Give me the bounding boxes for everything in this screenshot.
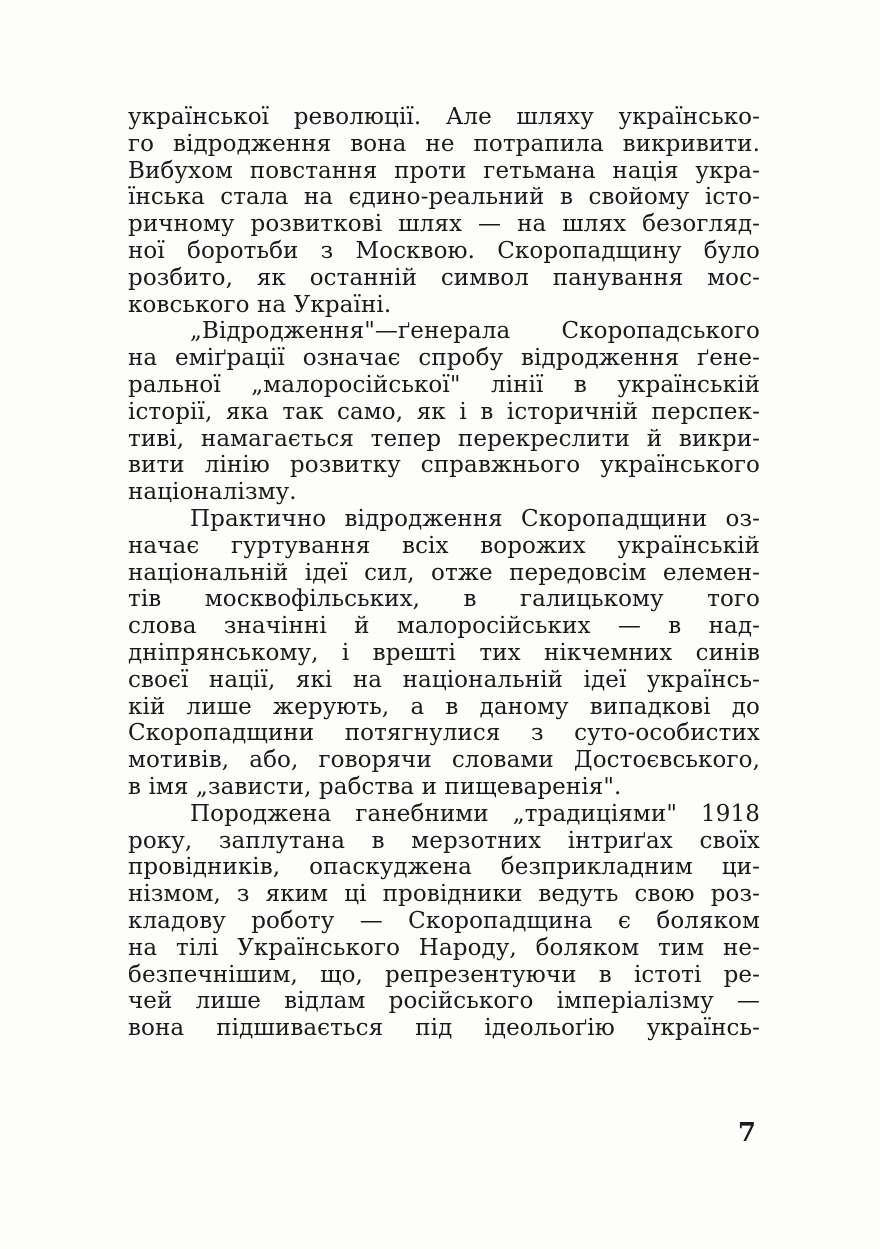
text-line: історії, яка так само, як і в історичній перспек- (128, 398, 760, 425)
paragraph-3 (128, 506, 760, 801)
text-line: го відродження вона не потрапила викривити. (128, 130, 760, 157)
text-line: Породжена ганебними „традиціями" 1918 (190, 800, 760, 827)
paragraph-4 (128, 801, 760, 1042)
text-line: націоналізму. (128, 479, 297, 506)
text-line: безпечнішим, що, репрезентуючи в істоті ре- (128, 961, 760, 988)
body-text (128, 104, 760, 1042)
text-line: ної боротьби з Москвою. Скоропадщину було (128, 237, 760, 264)
text-line: ральної „малоросійської" лінії в українській (128, 371, 760, 398)
text-line: кладову роботу — Скоропадщина є боляком (128, 907, 760, 934)
text-line: „Відродження"—ґенерала Скоропадського (190, 318, 760, 345)
text-line: кій лише жерують, а в даному випадкові до (128, 693, 760, 720)
text-line: дніпрянському, і врешті тих нікчемних синів (128, 639, 760, 666)
text-line: їнська стала на єдино-реальний в свойому істо- (128, 184, 760, 211)
text-line: вити лінію розвитку справжнього українського (128, 452, 760, 479)
text-line: слова значінні й малоросійських — в над- (128, 613, 760, 640)
text-line: Вибухом повстання проти гетьмана нація укра- (128, 157, 760, 184)
text-line: Практично відродження Скоропадщини оз- (190, 505, 760, 532)
paragraph-2 (128, 318, 760, 506)
text-line: Скоропадщини потягнулися з суто-особистих (128, 720, 760, 747)
text-line: мотивів, або, говорячи словами Достоєвського, (128, 747, 760, 774)
text-line: в імя „зависти, рабства и пищеваренія". (128, 773, 622, 800)
text-line: своєї нації, які на національній ідеї українсь- (128, 666, 760, 693)
text-line: розбито, як останній символ панування мос- (128, 264, 760, 291)
text-line: на еміґрації означає спробу відродження ґене- (128, 345, 760, 372)
text-line: року, заплутана в мерзотних інтриґах своїх (128, 827, 760, 854)
paragraph-1 (128, 104, 760, 318)
page-number: 7 (737, 1118, 756, 1148)
text-line: на тілі Українського Народу, боляком тим не- (128, 934, 760, 961)
text-line: української революції. Але шляху українсько- (128, 104, 760, 130)
text-line: вона підшивається під ідеольоґію українсь- (128, 1015, 760, 1042)
text-line: ковського на Україні. (128, 291, 392, 318)
text-line: тиві, намагається тепер перекреслити й викри- (128, 425, 760, 452)
text-line: нізмом, з яким ці провідники ведуть свою роз- (128, 881, 760, 908)
text-line: провідників, опаскуджена безприкладним ци- (128, 854, 760, 881)
text-line: національній ідеї сил, отже передовсім елемен- (128, 559, 760, 586)
text-line: ричному розвиткові шлях — на шлях безогляд- (128, 211, 760, 238)
text-line: тів москвофільських, в галицькому того (128, 586, 760, 613)
text-line: чей лише відлам російського імперіалізму — (128, 988, 760, 1015)
text-line: начає гуртування всіх ворожих українській (128, 532, 760, 559)
